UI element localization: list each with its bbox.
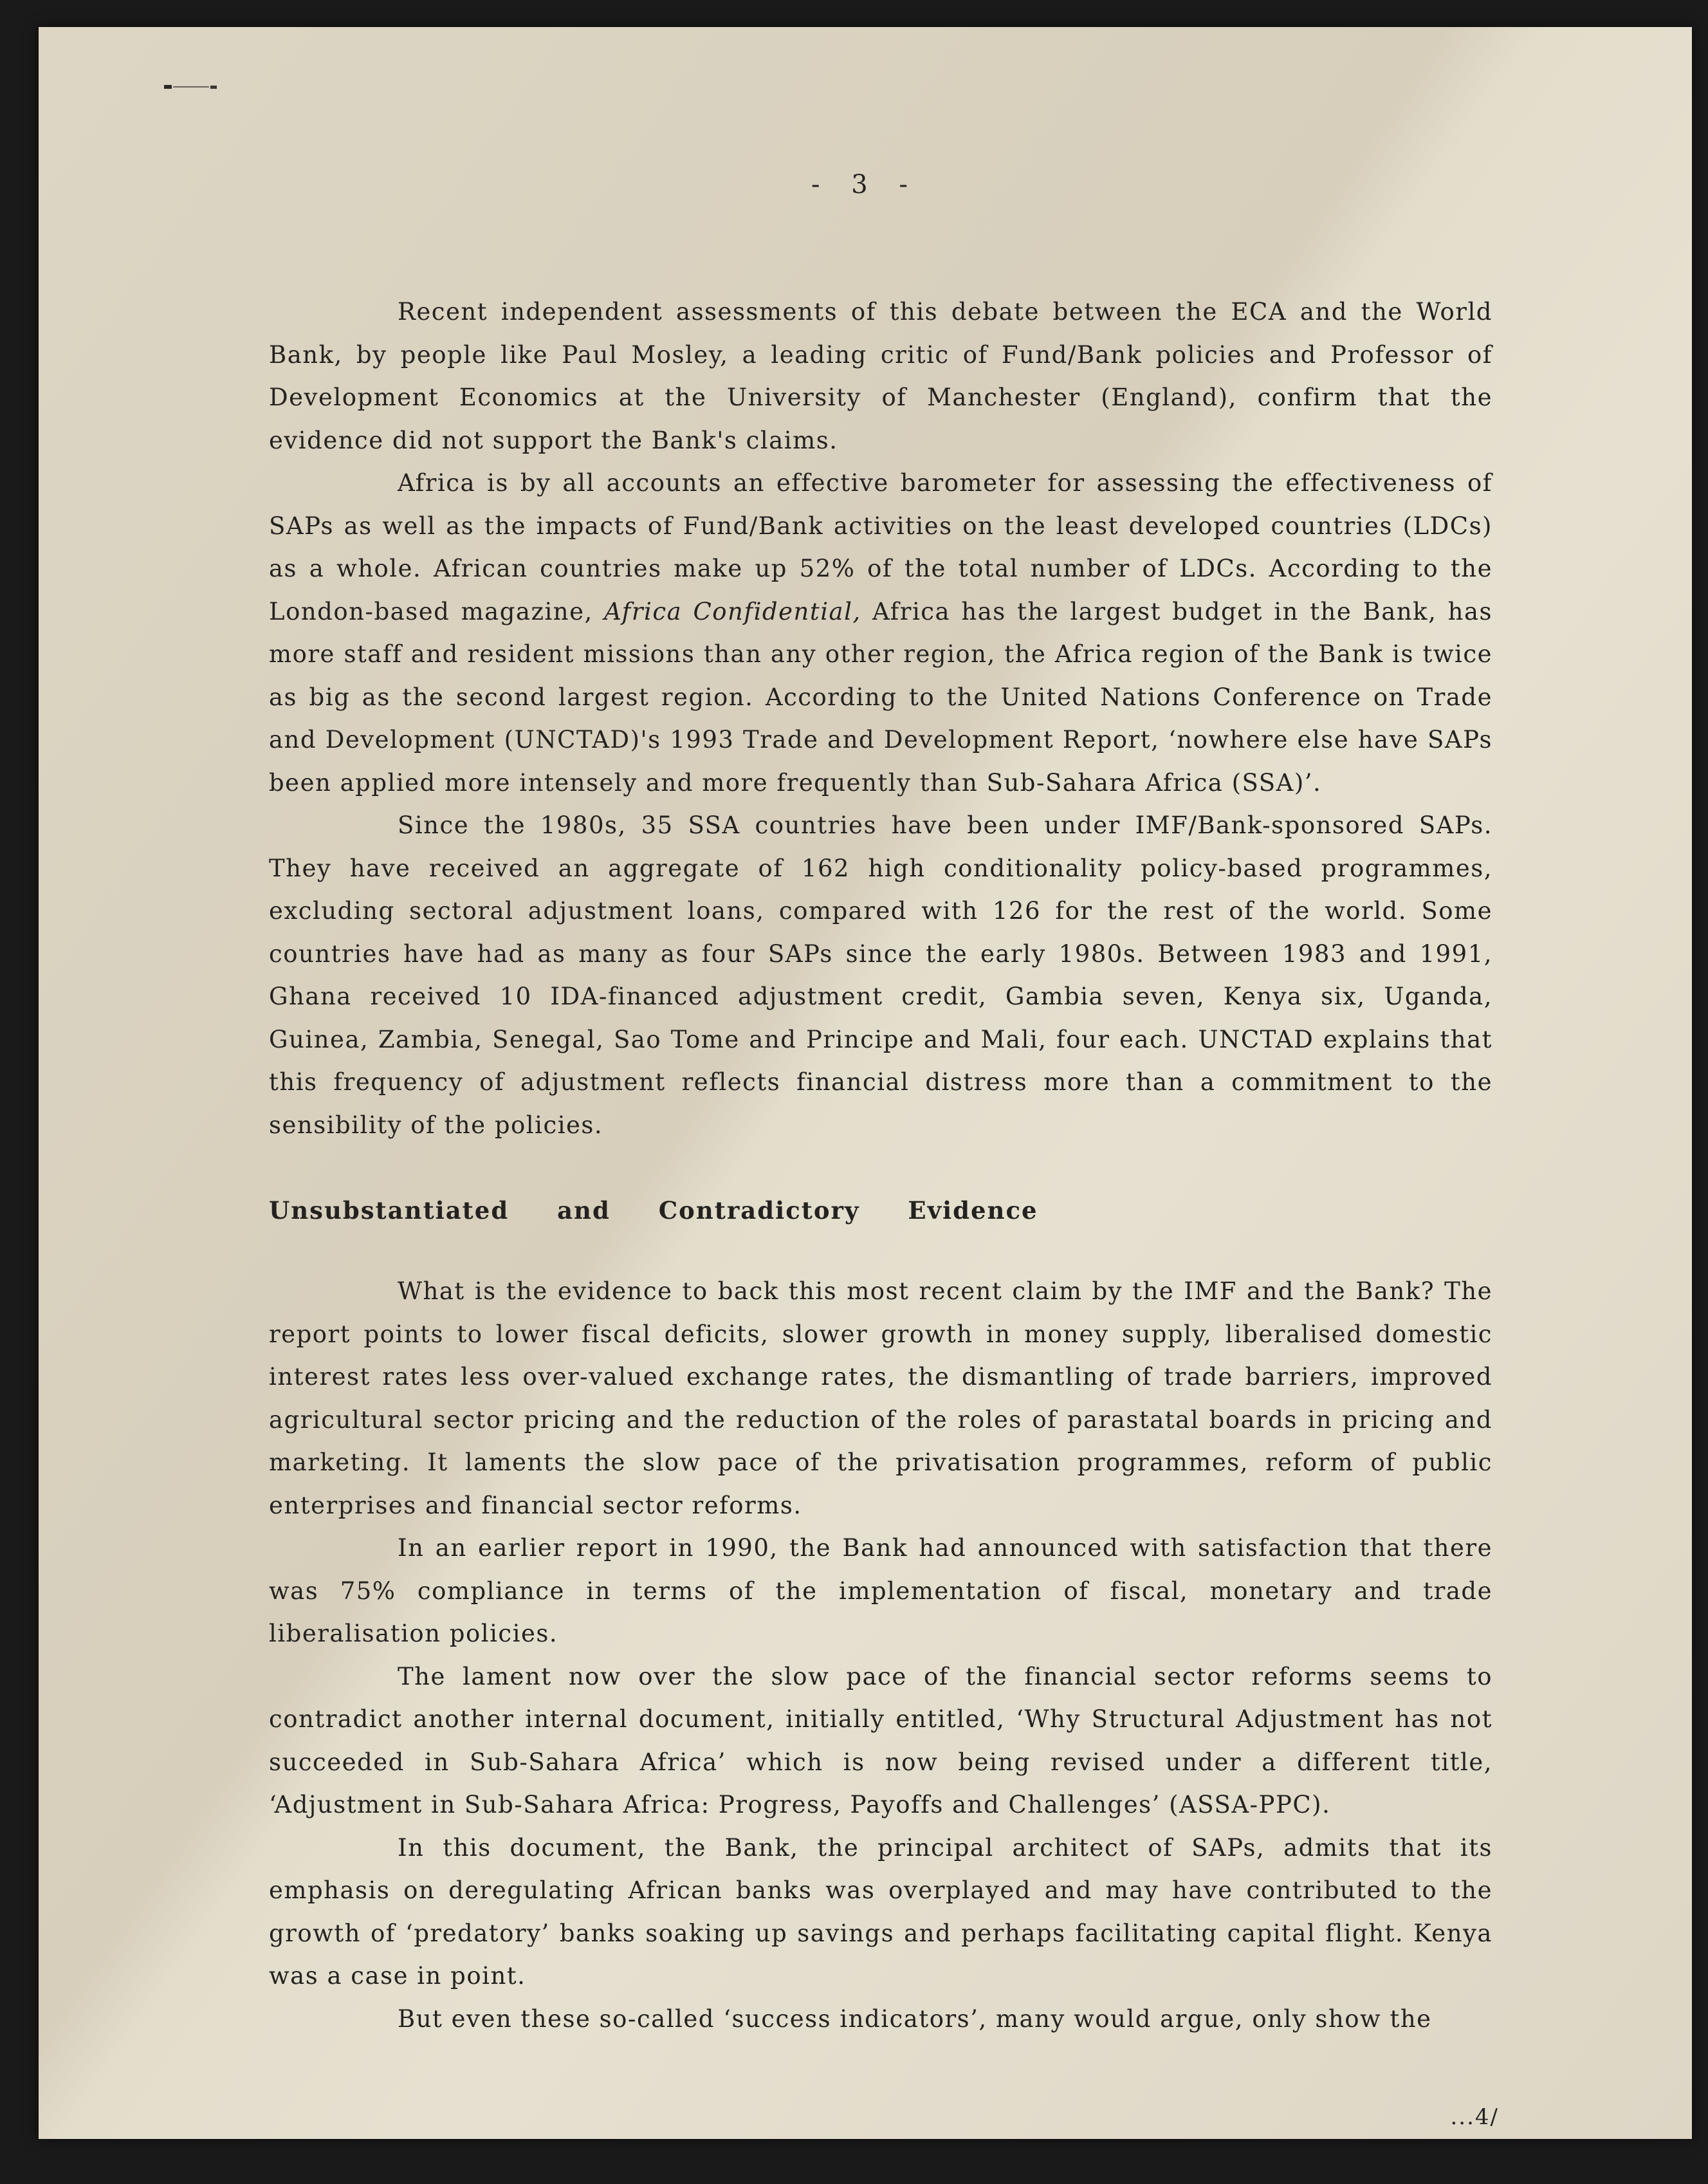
body-text [269, 291, 1492, 2041]
africa-paragraph-middle: SAPs as well as the impacts of Fund/Bank activities on the least developed countries (LDCs) as a whole. African countries make up 52% of the total number of LDCs. According to the London-based magazine, [269, 512, 1492, 625]
africa-paragraph-end: Africa has the largest budget in the Bank, has more staff and resident missions than any other region, the Africa region of the Bank is twice as big as the second largest region. According to the United Nations Conference on Trade and Development (UNCTAD)'s 1993 Trade and Development Report, ‘nowhere else have SAPs been applied more intensely and more frequently than Sub-Sahara Africa (SSA)’. [269, 597, 1493, 797]
paragraph-success-indicators: But even these so-called ‘success indicators’, many would argue, only show the [398, 2004, 1432, 2033]
paragraph-principal-architect: In this document, the Bank, the principal architect of SAPs, admits that its emphasis on deregulating African banks was overplayed and may have contributed to the growth of ‘predatory’ banks soaking up savings and perhaps facilitating capital flight. Kenya was a case in point. [269, 1833, 1492, 1990]
africa-paragraph-start: Africa is by all accounts an effective barometer for assessing the effectiveness of [398, 469, 1492, 497]
section-heading: Unsubstantiated and Contradictory Evidence [269, 1196, 1038, 1225]
document-page [39, 27, 1692, 2139]
paragraph-earlier-report: In an earlier report in 1990, the Bank had announced with satisfaction that there was 75% compliance in terms of the implementation of fiscal, monetary and trade liberalisation policies. [269, 1534, 1492, 1647]
continuation-mark: ...4/ [1450, 2104, 1499, 2130]
paragraph-evidence: What is the evidence to back this most recent claim by the IMF and the Bank? The report points to lower fiscal deficits, slower growth in money supply, liberalised domestic interest rates less over-valued exchange rates, the dismantling of trade barriers, improved agricultural sector pricing and the reduction of the roles of parastatal boards in pricing and marketing. It laments the slow pace of the privatisation programmes, reform of public enterprises and financial sector reforms. [269, 1277, 1492, 1519]
paragraph-africa-barometer [269, 462, 1492, 804]
page-number: - 3 - [811, 170, 919, 199]
staple-mark [164, 84, 222, 90]
paragraph-lament: The lament now over the slow pace of the financial sector reforms seems to contradict another internal document, initially entitled, ‘Why Structural Adjustment has not succeeded in Sub-Sahara Africa’ which is now being revised under a different title, ‘Adjustment in Sub-Sahara Africa: Progress, Payoffs and Challenges’ (ASSA-PPC). [269, 1662, 1492, 1818]
paragraph-ssa-countries: Since the 1980s, 35 SSA countries have been under IMF/Bank-sponsored SAPs. They have received an aggregate of 162 high conditionality policy-based programmes, excluding sectoral adjustment loans, compared with 126 for the rest of the world. Some countries have had as many as four SAPs since the early 1980s. Between 1983 and 1991, Ghana received 10 IDA-financed adjustment credit, Gambia seven, Kenya six, Uganda, Guinea, Zambia, Senegal, Sao Tome and Principe and Mali, four each. UNCTAD explains that this frequency of adjustment reflects financial distress more than a commitment to the sensibility of the policies. [269, 811, 1492, 1139]
magazine-title: Africa Confidential, [604, 597, 861, 625]
paragraph-assessments: Recent independent assessments of this debate between the ECA and the World Bank, by people like Paul Mosley, a leading critic of Fund/Bank policies and Professor of Development Economics at the University of Manchester (England), confirm that the evidence did not support the Bank's claims. [269, 298, 1492, 454]
